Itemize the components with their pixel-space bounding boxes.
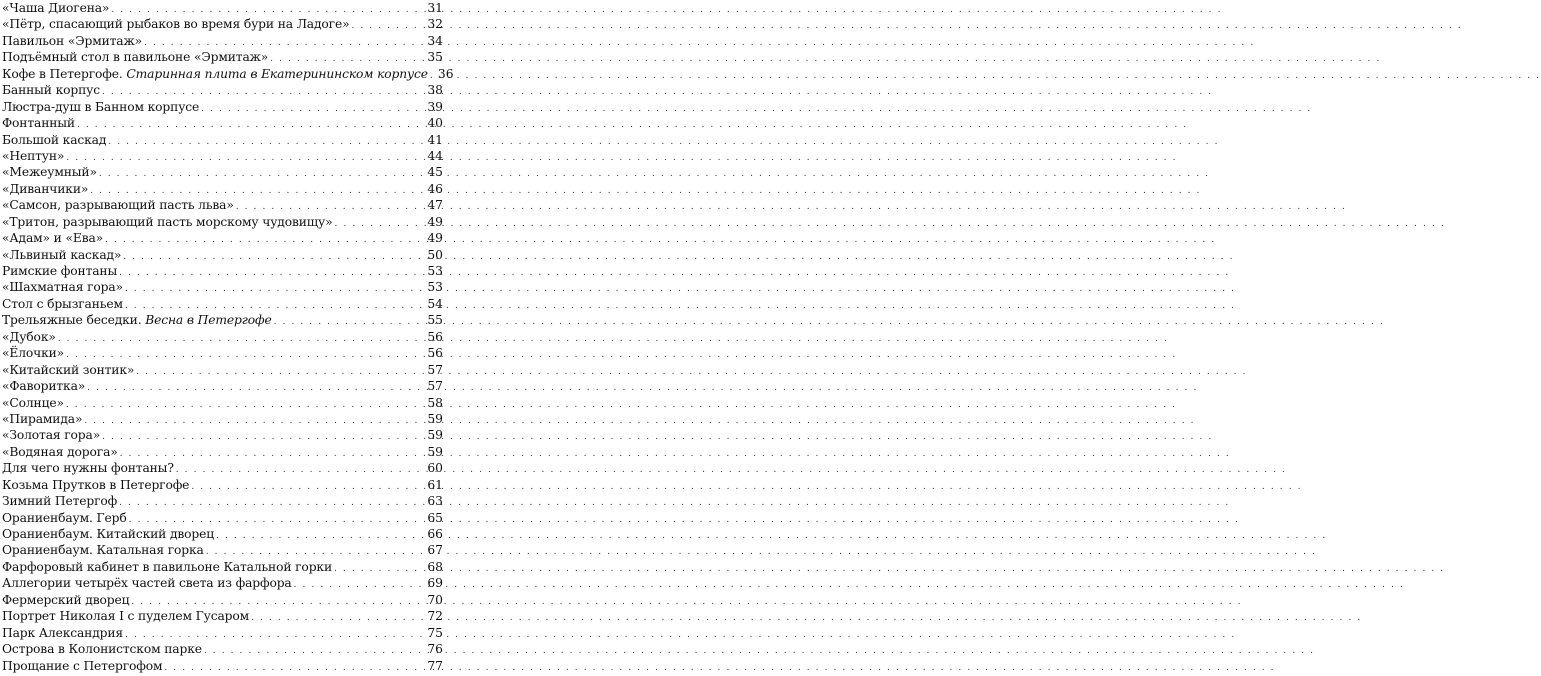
toc-entry-page-number: 58	[427, 395, 443, 410]
toc-entry-title: Люстра-душ в Банном корпусе	[2, 99, 200, 114]
toc-entry-subtitle: Весна в Петергофе	[145, 313, 272, 328]
toc-entry-page-number: 68	[427, 559, 443, 574]
toc-entry	[2, 312, 443, 328]
toc-entry-page-number: 57	[427, 379, 443, 394]
toc-entry-page-number: 39	[427, 99, 443, 114]
toc-entry-page-number: 69	[427, 576, 443, 591]
toc-entry-title: Козьма Прутков в Петергофе	[2, 477, 190, 492]
toc-entry-title: «Дубок»	[2, 329, 56, 344]
toc-entry-title: Трельяжные беседки. Весна в Петергофе	[2, 313, 272, 328]
toc-entry-page-number: 47	[427, 198, 443, 213]
toc-entry	[2, 444, 443, 460]
toc-entry-title: «Пётр, спасающий рыбаков во время бури на Ладоге»	[2, 17, 350, 32]
toc-entry	[2, 132, 443, 148]
toc-entry	[2, 542, 443, 558]
toc-entry-title: «Фаворитка»	[2, 379, 86, 394]
toc-entry-title: Фарфоровый кабинет в павильоне Катальной горки	[2, 559, 332, 574]
toc-entry	[2, 164, 443, 180]
toc-entry-title: «Водяная дорога»	[2, 444, 118, 459]
toc-entry	[2, 99, 443, 115]
toc-entry-title: Большой каскад	[2, 132, 107, 147]
toc-entry-page-number: 59	[427, 428, 443, 443]
toc-entry-title: Прощание с Петергофом	[2, 658, 163, 673]
toc-entry-page-number: 66	[427, 527, 443, 541]
toc-entry-page-number: 72	[427, 609, 443, 624]
toc-entry-title: Острова в Колонистском парке	[2, 642, 202, 657]
toc-entry-page-number: 59	[427, 411, 443, 426]
toc-entry	[2, 33, 443, 49]
toc-entry-page-number: 67	[427, 543, 443, 558]
toc-entry-title: «Шахматная гора»	[2, 280, 123, 295]
toc-entry-title: «Тритон, разрывающий пасть морскому чудовищу»	[2, 214, 333, 229]
toc-entry	[2, 411, 443, 427]
toc-entry-title: Фонтанный	[2, 116, 75, 131]
toc-entry-page-number: 41	[427, 132, 443, 147]
toc-entry-page-number: 50	[427, 247, 443, 262]
toc-entry-page-number: 55	[427, 313, 443, 328]
toc-entry-page-number: 59	[427, 444, 443, 459]
toc-entry	[2, 362, 443, 378]
dot-leader	[119, 265, 425, 281]
toc-entry-page-number: 32	[427, 17, 443, 32]
dot-leader	[108, 134, 425, 150]
toc-entry-title: «Чаша Диогена»	[2, 1, 110, 15]
toc-entry-title: Кофе в Петергофе. Старинная плита в Екатерининском корпусе	[2, 66, 428, 81]
toc-entry-page-number: 45	[427, 165, 443, 180]
dot-leader	[99, 166, 426, 182]
toc-entry-page-number: 49	[427, 231, 443, 246]
toc-entry-title: «Китайский зонтик»	[2, 362, 135, 377]
toc-entry	[2, 263, 443, 279]
toc-entry-subtitle: Старинная плита в Екатерининском корпусе	[126, 66, 428, 81]
toc-entry	[2, 608, 443, 624]
toc-entry	[2, 296, 443, 312]
toc-entry-title: «Самсон, разрывающий пасть льва»	[2, 198, 234, 213]
toc-entry-page-number: 54	[427, 296, 443, 311]
toc-entry-title: Портрет Николая I с пуделем Гусаром	[2, 609, 250, 624]
toc-entry-title: «Пирамида»	[2, 411, 83, 426]
dot-leader	[251, 610, 425, 626]
dot-leader	[136, 364, 425, 380]
toc-entry-title: Аллегории четырёх частей света из фарфора	[2, 576, 292, 591]
dot-leader	[201, 101, 425, 117]
toc-entry	[2, 641, 443, 657]
toc-entry-title: «Ёлочки»	[2, 346, 65, 361]
dot-leader	[66, 150, 425, 166]
toc-entry	[2, 329, 443, 345]
dot-leader	[123, 249, 425, 265]
toc-entry	[2, 559, 443, 575]
dot-leader	[274, 314, 426, 330]
toc-entry	[2, 82, 443, 98]
dot-leader	[335, 216, 426, 232]
toc-entry-page-number: 35	[427, 50, 443, 65]
toc-entry-page-number: 76	[427, 642, 443, 657]
toc-entry-title: «Адам» и «Ева»	[2, 231, 104, 246]
toc-entry	[2, 247, 443, 263]
table-of-contents	[2, 0, 454, 674]
toc-entry-page-number: 61	[427, 477, 443, 492]
toc-entry	[2, 49, 443, 65]
toc-entry	[2, 378, 443, 394]
toc-entry	[2, 592, 443, 608]
dot-leader	[84, 413, 425, 429]
dot-leader	[294, 577, 426, 593]
toc-entry	[2, 345, 443, 361]
toc-entry	[2, 493, 443, 509]
toc-entry-page-number: 49	[427, 214, 443, 229]
toc-entry-page-number: 40	[427, 116, 443, 131]
toc-entry	[2, 526, 443, 542]
toc-entry-title: «Львиный каскад»	[2, 247, 122, 262]
toc-entry-page-number: 57	[427, 362, 443, 377]
dot-leader	[77, 117, 425, 133]
toc-entry-page-number: 60	[427, 461, 443, 476]
toc-entry-title: «Золотая гора»	[2, 428, 101, 443]
toc-entry-title: Парк Александрия	[2, 625, 124, 640]
dot-leader	[125, 281, 425, 297]
dot-leader	[164, 660, 425, 676]
toc-entry	[2, 66, 454, 82]
dot-leader	[102, 429, 425, 445]
toc-entry-title: Павильон «Эрмитаж»	[2, 33, 143, 48]
toc-entry	[2, 115, 443, 131]
toc-entry-title: «Солнце»	[2, 395, 64, 410]
toc-entry-title: Стол с брызганьем	[2, 296, 123, 311]
toc-entry-page-number: 70	[427, 592, 443, 607]
dot-leader	[119, 495, 425, 511]
toc-entry-title: «Межеумный»	[2, 165, 97, 180]
toc-entry-title: «Диванчики»	[2, 181, 89, 196]
toc-entry-title: Ораниенбаум. Герб	[2, 510, 127, 525]
toc-entry-page-number: 56	[427, 346, 443, 361]
toc-entry	[2, 625, 443, 641]
toc-entry-page-number: 44	[427, 148, 443, 163]
toc-entry-title: Фермерский дворец	[2, 592, 130, 607]
toc-entry-title: Зимний Петергоф	[2, 494, 118, 509]
toc-entry	[2, 214, 443, 230]
dot-leader	[105, 232, 425, 248]
toc-entry-title: «Нептун»	[2, 148, 65, 163]
dot-leader	[191, 479, 425, 495]
toc-entry-page-number: 31	[427, 1, 443, 15]
toc-entry	[2, 460, 443, 476]
toc-entry-page-number: 75	[427, 625, 443, 640]
dot-leader	[216, 528, 425, 544]
dot-leader	[66, 397, 425, 413]
toc-entry	[2, 477, 443, 493]
toc-entry	[2, 230, 443, 246]
toc-entry	[2, 0, 443, 16]
toc-entry-title: Ораниенбаум. Китайский дворец	[2, 527, 215, 541]
toc-entry	[2, 181, 443, 197]
toc-entry-title: Для чего нужны фонтаны?	[2, 461, 174, 476]
toc-entry-page-number: 36	[437, 66, 454, 81]
toc-entry-title: Ораниенбаум. Катальная горка	[2, 543, 204, 558]
toc-entry-page-number: 34	[427, 33, 443, 48]
toc-entry-page-number: 77	[427, 658, 443, 673]
toc-entry-title: Банный корпус	[2, 83, 100, 98]
dot-leader	[204, 643, 425, 659]
toc-entry-page-number: 38	[427, 83, 443, 98]
toc-entry-page-number: 53	[427, 264, 443, 278]
toc-entry	[2, 395, 443, 411]
toc-entry-page-number: 63	[427, 494, 443, 509]
toc-entry-page-number: 46	[427, 181, 443, 196]
toc-entry-title: Римские фонтаны	[2, 264, 118, 278]
toc-entry	[2, 427, 443, 443]
dot-leader	[87, 380, 425, 396]
toc-entry	[2, 148, 443, 164]
toc-entry	[2, 279, 443, 295]
toc-entry	[2, 510, 443, 526]
toc-entry-page-number: 53	[427, 280, 443, 295]
toc-entry	[2, 575, 443, 591]
toc-entry-page-number: 65	[427, 510, 443, 525]
toc-entry	[2, 16, 443, 32]
dot-leader	[176, 462, 426, 478]
toc-entry-title: Подъёмный стол в павильоне «Эрмитаж»	[2, 50, 269, 65]
dot-leader	[351, 18, 425, 34]
toc-entry	[2, 658, 443, 674]
toc-entry	[2, 197, 443, 213]
dot-leader	[58, 331, 426, 347]
dot-leader	[334, 561, 425, 577]
toc-entry-page-number: 56	[427, 329, 443, 344]
